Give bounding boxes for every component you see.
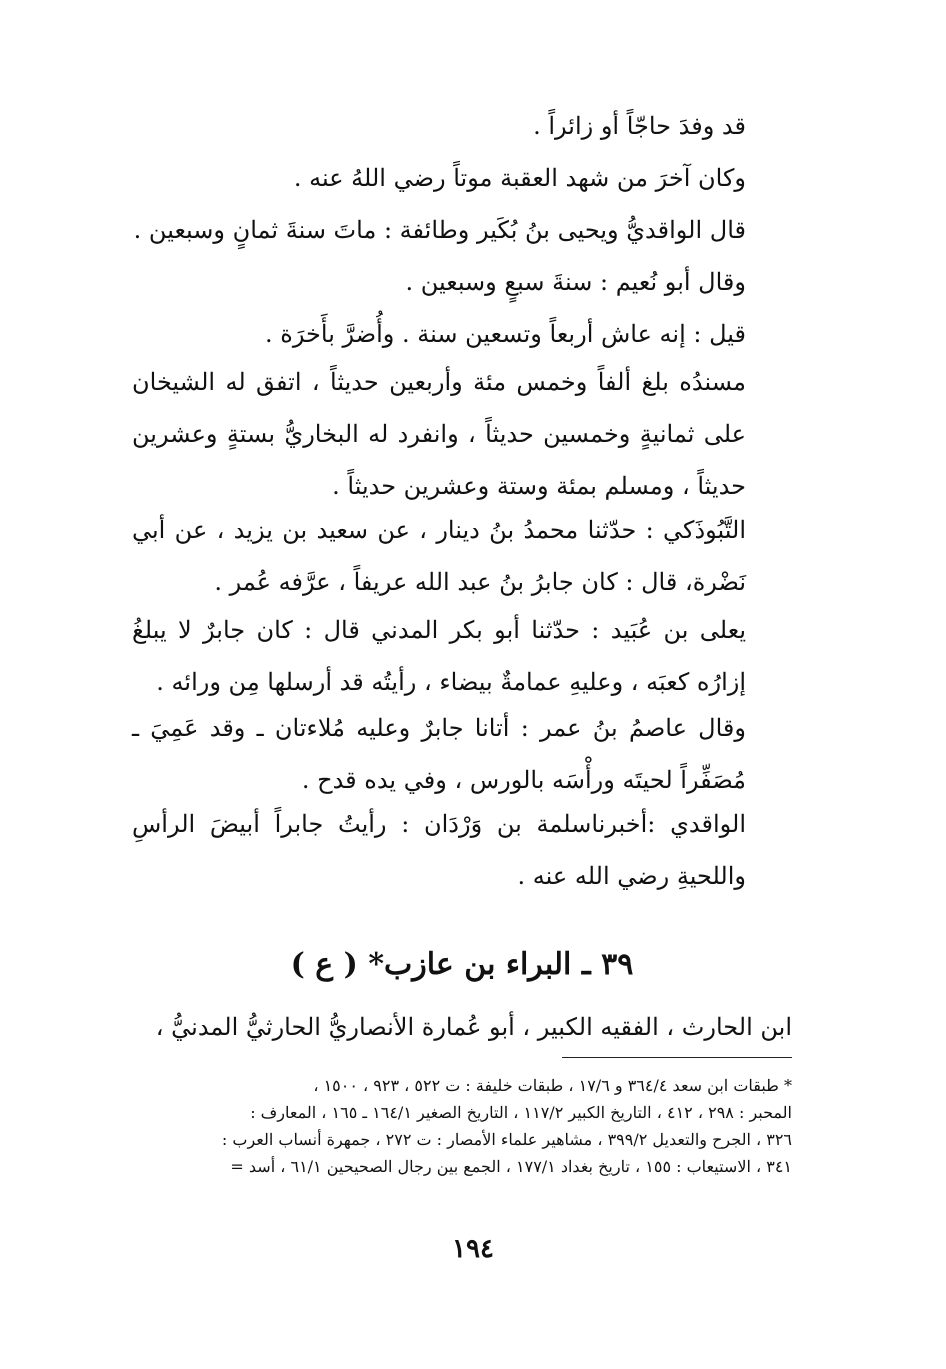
paragraph-3: قال الواقديُّ ويحيى بنُ بُكَير وطائفة : ماتَ سنةَ ثمانٍ وسبعين .: [133, 216, 746, 244]
heading-symbol: ( ع ): [290, 947, 358, 982]
paragraph-10: الواقدي :أخبرناسلمة بن وَرْدَان : رأيتُ جابراً أبيضَ الرأسِ واللحيةِ رضي الله عنه .: [132, 810, 746, 890]
paragraph-8: يعلى بن عُبَيد : حدّثنا أبو بكر المدني قال : كان جابرٌ لا يبلغُ إزارُه كعبَه ، وعليهِ عمامةٌ بيضاء ، رأيتُه قد أرسلها مِن ورائه .: [132, 616, 746, 696]
paragraph-5: قيل : إنه عاش أربعاً وتسعين سنة . وأُضرَّ بأَخرَة .: [264, 320, 746, 348]
heading-name: البراء بن عازب: [384, 947, 572, 982]
paragraph-2: وكان آخرَ من شهد العقبة موتاً رضي اللهُ عنه .: [293, 164, 746, 192]
biography-heading: [132, 943, 792, 987]
heading-separator: ـ: [581, 947, 591, 982]
footnote-line-2: المحبر : ٢٩٨ ، ٤١٢ ، التاريخ الكبير ١١٧/٢ ، التاريخ الصغير ١٦٤/١ ـ ١٦٥ ، المعارف :: [250, 1103, 792, 1122]
paragraph-9: وقال عاصمُ بنُ عمر : أتانا جابرٌ وعليه مُلاءتان ـ وقد عَمِيَ ـ مُصَفِّراً لحيتَه ورأْسَه بالورس ، وفي يده قدح .: [132, 714, 746, 794]
footnote-divider: [562, 1057, 792, 1058]
paragraph-4: وقال أبو نُعيم : سنةَ سبعٍ وسبعين .: [405, 268, 746, 296]
paragraph-6: مسندُه بلغ ألفاً وخمس مئة وأربعين حديثاً ، اتفق له الشيخان على ثمانيةٍ وخمسين حديثاً ، وانفرد له البخاريُّ بستةٍ وعشرين حديثاً ، ومسلم بمئة وستة وعشرين حديثاً .: [132, 368, 746, 500]
footnote-line-4: ٣٤١ ، الاستيعاب : ١٥٥ ، تاريخ بغداد ١٧٧/١ ، الجمع بين رجال الصحيحين ٦١/١ ، أسد =: [230, 1157, 792, 1176]
footnote-line-3: ٣٢٦ ، الجرح والتعديل ٣٩٩/٢ ، مشاهير علماء الأمصار : ت ٢٧٢ ، جمهرة أنساب العرب :: [221, 1130, 792, 1149]
heading-footnote-mark: *: [368, 947, 385, 982]
biography-intro: ابن الحارث ، الفقيه الكبير ، أبو عُمارة الأنصاريُّ الحارثيُّ المدنيُّ ،: [155, 1013, 792, 1041]
paragraph-1: قد وفدَ حاجّاً أو زائراً .: [533, 112, 746, 140]
heading-number: ٣٩: [601, 947, 634, 982]
paragraph-7: التَّبُوذَكي : حدّثنا محمدُ بنُ دينار ، عن سعيد بن يزيد ، عن أبي نَضْرة، قال : كان جابرُ بنُ عبد الله عريفاً ، عرَّفه عُمر .: [132, 516, 746, 596]
page-number: ١٩٤: [452, 1234, 494, 1264]
footnotes: [132, 1072, 792, 1180]
footnote-line-1: * طبقات ابن سعد ٣٦٤/٤ و ١٧/٦ ، طبقات خليفة : ت ٥٢٢ ، ٩٢٣ ، ١٥٠٠ ،: [313, 1076, 792, 1095]
